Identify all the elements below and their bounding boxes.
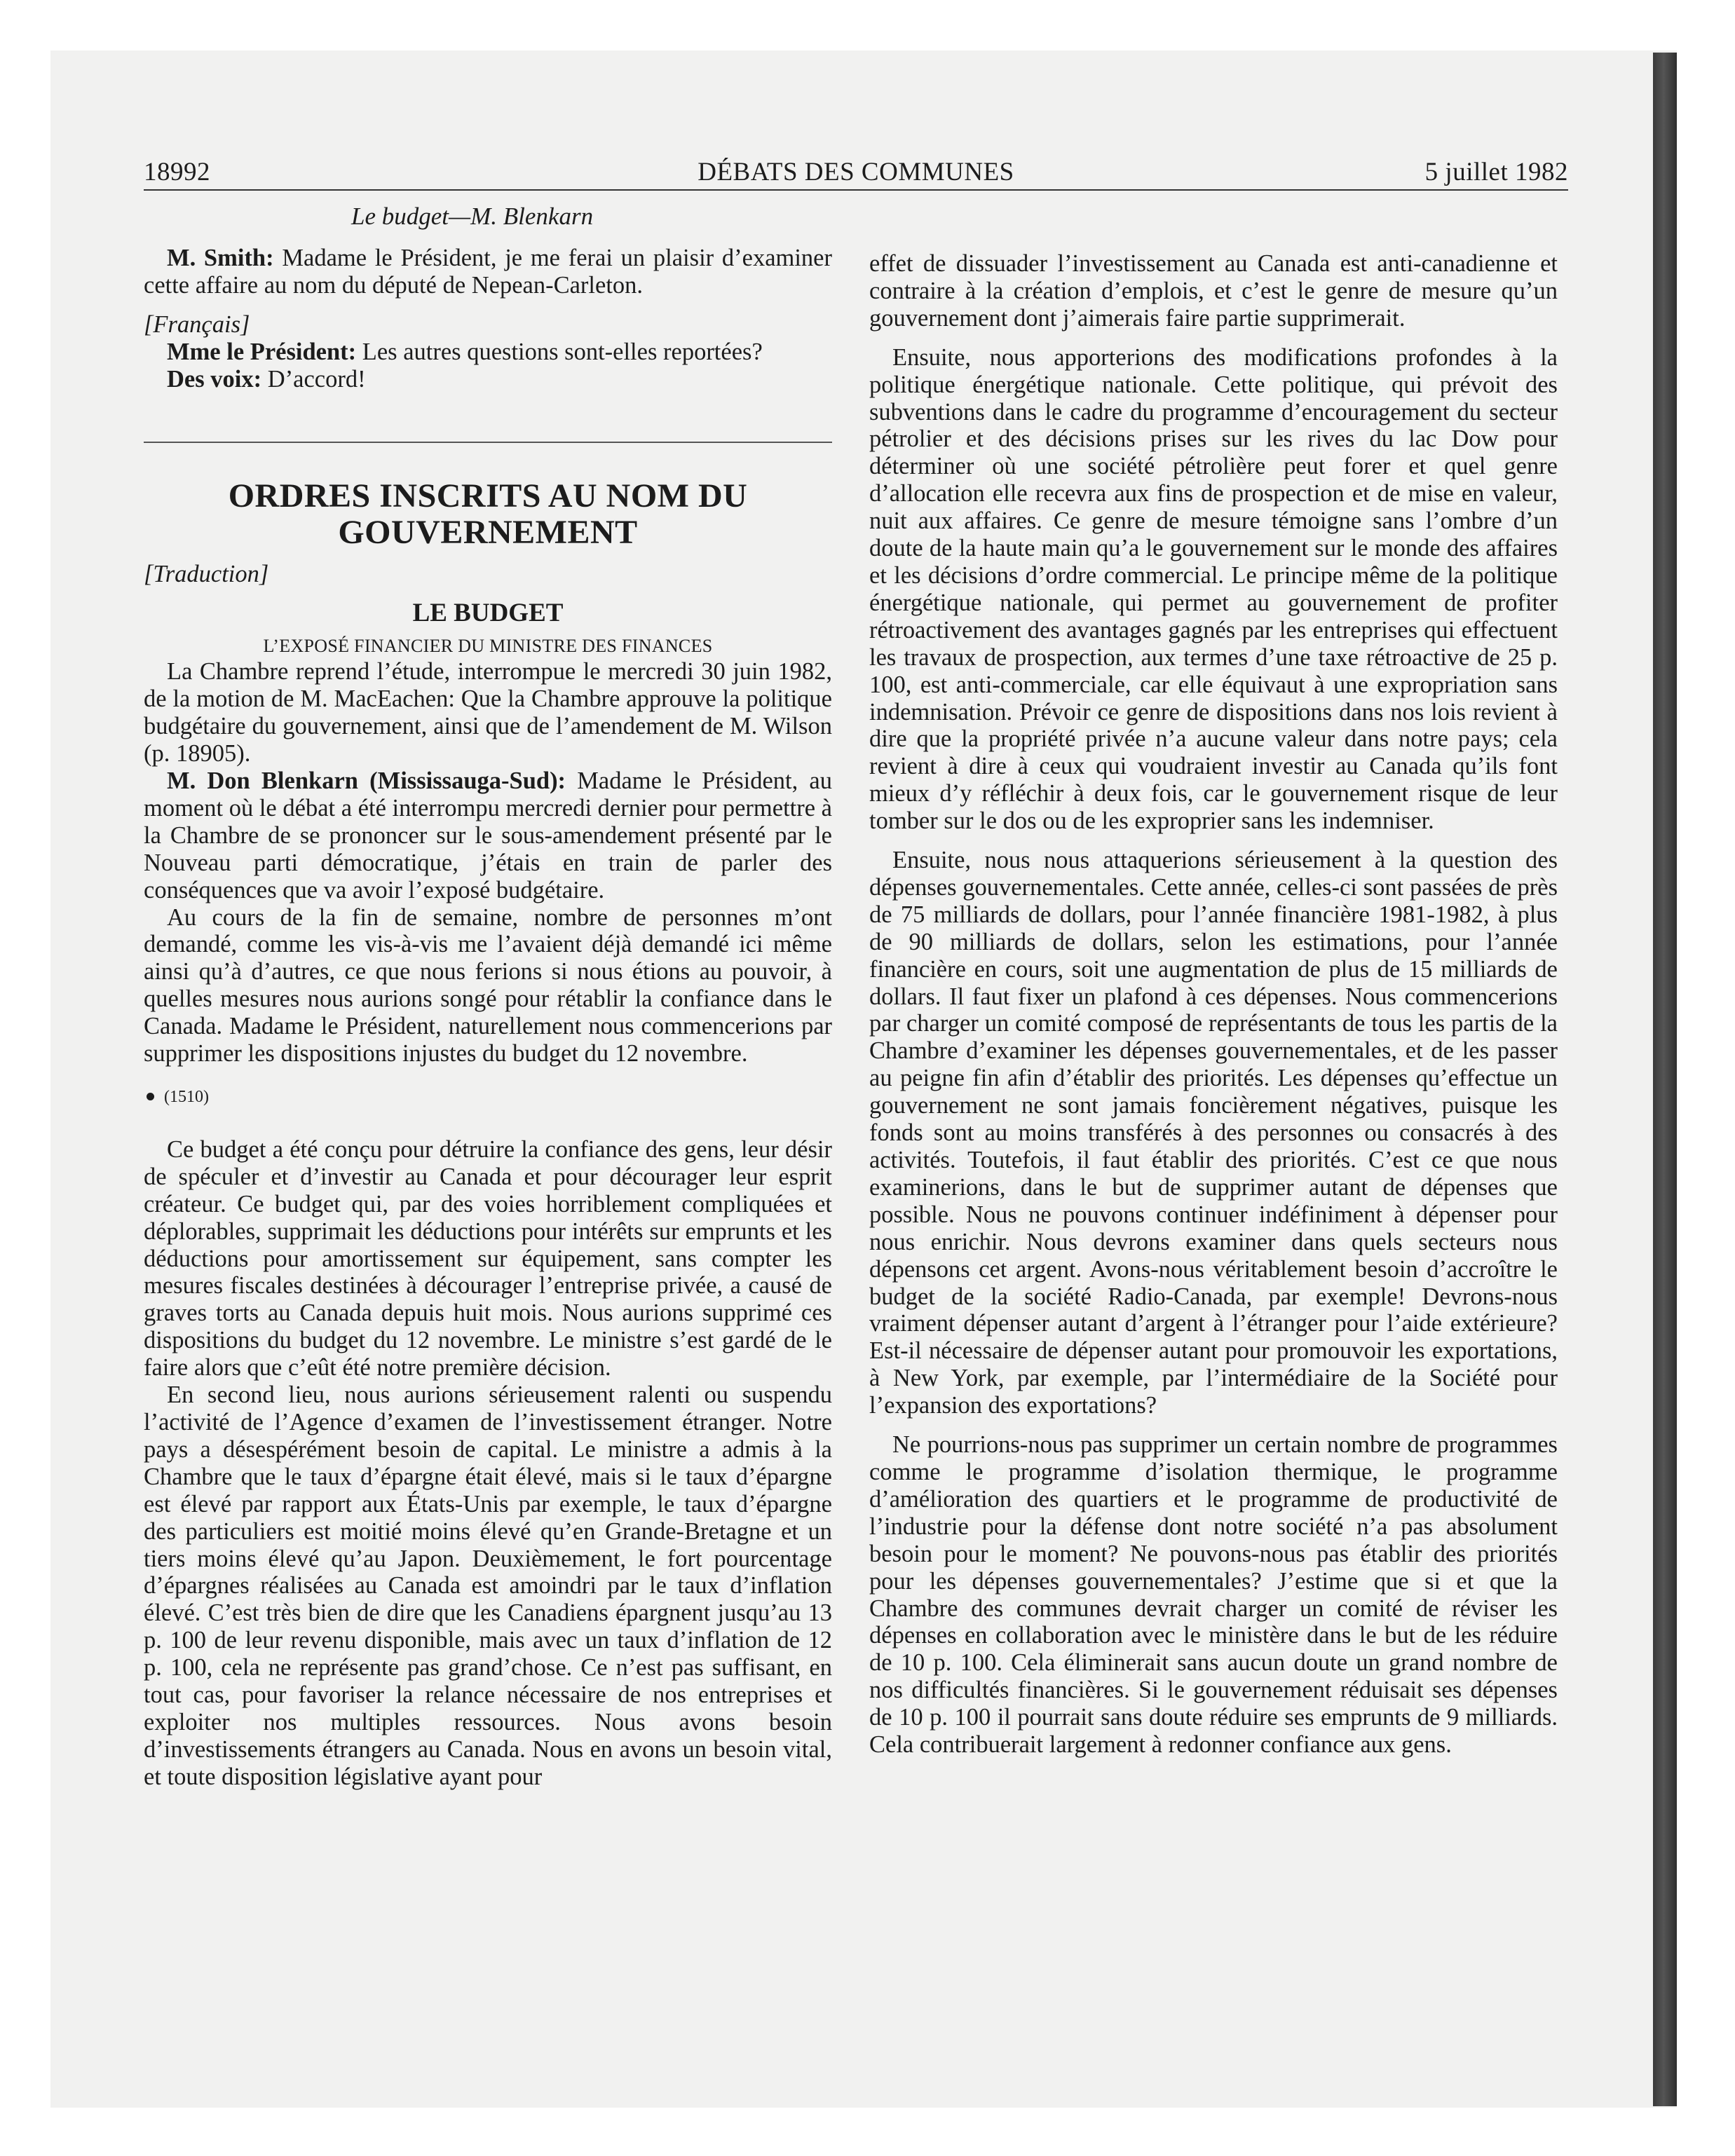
paragraph: Au cours de la fin de semaine, nombre de personnes m’ont demandé, comme les vis-à-vis me l’avaient déjà demandé ici même ainsi qu’à d’autres, ce que nous ferions si nous étions au pouvoir, à quelles mesures nous aurions songé pour rétablir la confiance dans le Canada. Madame le Président, naturellement nous commencerions par supprimer les dispositions injustes du budget du 12 novembre. — [144, 903, 832, 1067]
paragraph: Ensuite, nous apporterions des modifications profondes à la politique énergétique nationale. Cette politique, qui prévoit des subventions dans le cadre du programme d’encouragement du secteur pétrolier et des décisions prises sur les rives du lac Dow pour déterminer où une société pétrolière peut forer et quel genre d’allocation elle recevra aux fins de prospection et de mise en valeur, nuit aux affaires. Ce genre de mesure témoigne sans l’ombre d’un doute de la haute main qu’a le gouvernement sur le monde des affaires et les décisions d’ordre commercial. Le principe même de la politique énergétique nationale, qui permet au gouvernement de profiter rétroactivement des avantages gagnés par les entreprises qui effectuent les travaux de prospection, aux termes d’une taxe rétroactive de 25 p. 100, est anti-commerciale, car elle équivaut à une expropriation sans indemnisation. Prévoir ce genre de dispositions dans nos lois revient à dire que la propriété privée n’a aucune valeur dans notre pays; cela revient à dire à ceux qui voudraient investir au Canada qu’ils font mieux d’y réfléchir à deux fois, car le gouvernement risque de leur tomber sur le dos ou de les exproprier sans les indemniser. — [869, 343, 1558, 835]
publication-date: 5 juillet 1982 — [1424, 158, 1568, 186]
running-head: Le budget—M. Blenkarn — [351, 203, 594, 230]
timestamp-text: (1510) — [164, 1087, 209, 1106]
section-title: ORDRES INSCRITS AU NOM DU GOUVERNEMENT — [228, 477, 748, 552]
paragraph — [144, 767, 832, 904]
right-column — [869, 250, 1558, 1759]
timestamp — [144, 1083, 832, 1111]
section-divider — [144, 442, 832, 443]
paragraph: Ce budget a été conçu pour détruire la confiance des gens, leur désir de spéculer et d’investir au Canada et pour décourager leur esprit créateur. Ce budget qui, par des voies horriblement compliquées et déplorables, supprimait les déductions pour intérêts sur emprunts et les déductions pour amortissement sur équipement, sans compter les mesures fiscales destinées à décourager l’entreprise privée, a causé de graves torts au Canada depuis huit mois. Nous aurions supprimé ces dispositions du budget du 12 novembre. Le ministre s’est gardé de le faire alors que c’eût été notre première décision. — [144, 1135, 832, 1381]
bullet-icon — [147, 1093, 154, 1100]
paragraph: La Chambre reprend l’étude, interrompue le mercredi 30 juin 1982, de la motion de M. MacEachen: Que la Chambre approuve la politique budgétaire du gouvernement, ainsi que de l’amendement de M. Wilson (p. 18905). — [144, 658, 832, 767]
paragraph: Ne pourrions-nous pas supprimer un certain nombre de programmes comme le programme d’isolation thermique, le programme d’amélioration des quartiers et le programme de productivité de l’industrie pour la défense dont notre société n’a pas absolument besoin pour le moment? Ne pouvons-nous pas établir des priorités pour les dépenses gouvernementales? J’estime que si et que la Chambre des communes devrait charger un comité de réviser les dépenses en collaboration avec le ministère dans le but de les réduire de 10 p. 100. Cela éliminerait sans aucun doute un grand nombre de nos difficultés financières. Si le gouvernement réduisait ses dépenses de 10 p. 100 il pourrait sans doute réduire ses emprunts de 9 milliards. Cela contribuerait largement à redonner confiance aux gens. — [869, 1431, 1558, 1759]
publication-title: DÉBATS DES COMMUNES — [698, 158, 1014, 186]
speech-text: Les autres questions sont-elles reportées? — [356, 338, 763, 365]
speech-text: D’accord! — [261, 365, 366, 393]
paragraph — [144, 245, 832, 299]
budget-subtitle: L’EXPOSÉ FINANCIER DU MINISTRE DES FINANCES — [263, 636, 713, 657]
left-column — [144, 203, 832, 1791]
paragraph — [144, 339, 832, 366]
page-number: 18992 — [144, 158, 210, 186]
speaker-name: M. Smith: — [167, 244, 274, 271]
scan-edge-shadow — [1653, 53, 1677, 2106]
paragraph — [144, 366, 832, 393]
speaker-name: Mme le Président: — [167, 338, 357, 365]
header-rule — [144, 189, 1568, 191]
page-header — [144, 156, 1568, 189]
paragraph: Ensuite, nous nous attaquerions sérieusement à la question des dépenses gouvernementales. Cette année, celles-ci sont passées de près de 75 milliards de dollars, pour l’année financière 1981-1982, à plus de 90 milliards de dollars, selon les estimations, pour l’année financière en cours, soit une augmentation de plus de 15 milliards de dollars. Il faut fixer un plafond à ces dépenses. Nous commencerions par charger un comité composé de représentants de tous les partis de la Chambre d’examiner les dépenses gouvernementales, et de les passer au peigne fin afin d’établir des priorités. Les dépenses qu’effectue un gouvernement ne sont jamais foncièrement négatives, puisque les fonds sont au moins transférés à des personnes ou consacrés à des activités. Toutefois, il faut établir des priorités. C’est ce que nous examinerions, dans le but de supprimer autant de dépenses que possible. Nous ne pouvons continuer indéfiniment à dépenser pour nous enrichir. Nous devrons examiner dans quels secteurs nous dépensons cet argent. Avons-nous véritablement besoin d’accroître le budget de la société Radio-Canada, par exemple! Devrons-nous vraiment dépenser autant d’argent à l’étranger pour l’aide extérieure? Est-il nécessaire de dépenser autant pour promouvoir les exportations, à New York, par exemple, par l’intermédiaire de la Société pour l’expansion des exportations? — [869, 847, 1558, 1419]
speaker-name: Des voix: — [167, 365, 262, 393]
paragraph: effet de dissuader l’investissement au Canada est anti-canadienne et contraire à la création d’emplois, et c’est le genre de mesure qu’un gouvernement dont j’aimerais faire partie supprimerait. — [869, 250, 1558, 332]
speech-text: Madame le Président, je me ferai un plaisir d’examiner cette affaire au nom du député de Nepean-Carleton. — [144, 244, 832, 299]
speaker-name: M. Don Blenkarn (Mississauga-Sud): — [167, 767, 566, 794]
budget-title: LE BUDGET — [412, 599, 564, 628]
paragraph: En second lieu, nous aurions sérieusement ralenti ou suspendu l’activité de l’Agence d’examen de l’investissement étranger. Notre pays a désespérément besoin de capital. Le ministre a admis à la Chambre que le taux d’épargne était élevé, mais si le taux d’épargne est élevé par rapport aux États-Unis par exemple, le taux d’épargne des particuliers est moitié moins élevé qu’en Grande-Bretagne et un tiers moins élevé qu’au Japon. Deuxièmement, le fort pourcentage d’épargnes réalisées au Canada est amoindri par le taux d’inflation élevé. C’est très bien de dire que les Canadiens épargnent jusqu’au 13 p. 100 de leur revenu disponible, mais avec un taux d’inflation de 12 p. 100, cela ne représente pas grand’chose. Ce n’est pas suffisant, en tout cas, pour favoriser la relance nécessaire de nos entreprises et exploiter nos multiples ressources. Nous avons besoin d’investissements étrangers au Canada. Nous en avons un besoin vital, et toute disposition législative ayant pour — [144, 1381, 832, 1790]
speech-text: Madame le Président, au moment où le débat a été interrompu mercredi dernier pour permettre à la Chambre de se prononcer sur le sous-amendement présenté par le Nouveau parti démocratique, j’étais en train de parler des conséquences que va avoir l’exposé budgétaire. — [144, 767, 832, 903]
language-marker: [Français] — [144, 311, 250, 338]
language-marker: [Traduction] — [144, 561, 269, 588]
